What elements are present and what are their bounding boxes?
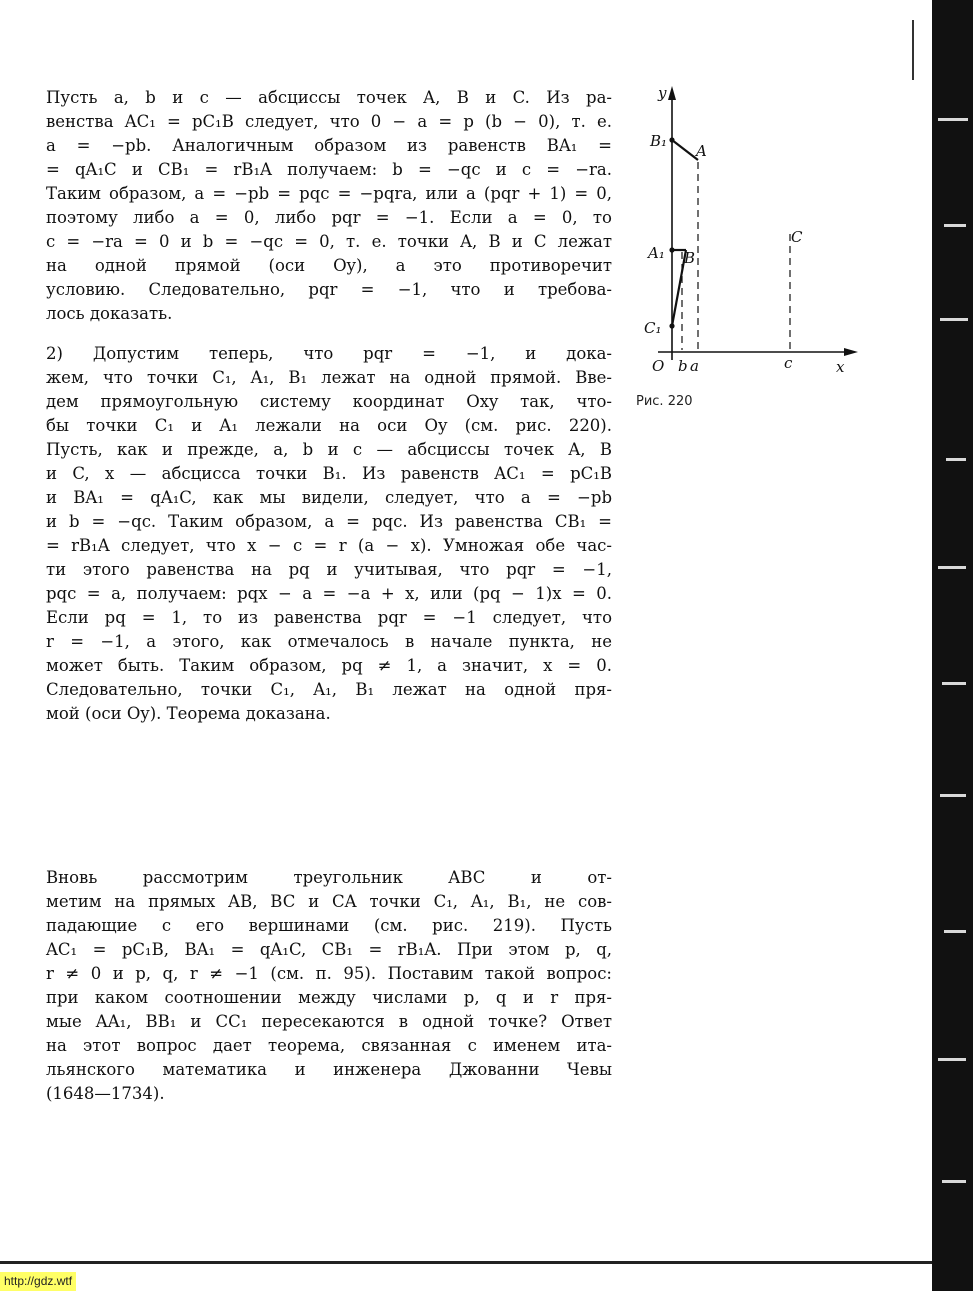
text-line: AC₁ = pC₁B, BA₁ = qA₁C, CB₁ = rB₁A. При этом p, q,	[46, 940, 612, 959]
proof-paragraph-2	[46, 342, 612, 726]
label-c: c	[784, 354, 793, 372]
text-line: на этот вопрос дает теорема, связанная с именем ита-	[46, 1036, 612, 1055]
text-line: поэтому либо a = 0, либо pqr = −1. Если a = 0, то	[46, 208, 612, 227]
figure-220	[630, 80, 870, 380]
watermark-link[interactable]: http://gdz.wtf	[0, 1272, 76, 1291]
projection-dashes	[682, 162, 790, 350]
figure-caption: Рис. 220	[636, 394, 693, 409]
text-line: = qA₁C и CB₁ = rB₁A получаем: b = −qc и c = −ra.	[46, 160, 612, 179]
text-line: льянского математика и инженера Джованни Чевы	[46, 1060, 612, 1079]
triangle-segments	[672, 140, 698, 326]
edge-streak	[942, 682, 966, 685]
segment-B1A	[672, 140, 698, 160]
edge-streak	[938, 118, 968, 121]
text-line: = rB₁A следует, что x − c = r (a − x). Умножая обе час-	[46, 536, 612, 555]
label-y: y	[658, 84, 667, 102]
text-line: и C, x — абсцисса точки B₁. Из равенств AC₁ = pC₁B	[46, 464, 612, 483]
text-line: метим на прямых AB, BC и CA точки C₁, A₁, B₁, не сов-	[46, 892, 612, 911]
label-a: a	[690, 357, 699, 375]
text-line: Таким образом, a = −pb = pqc = −pqra, или a (pqr + 1) = 0,	[46, 184, 612, 203]
text-line: Следовательно, точки C₁, A₁, B₁ лежат на одной пря-	[46, 680, 612, 699]
page-bottom-rule	[0, 1261, 932, 1264]
label-x: x	[836, 358, 845, 376]
proof-paragraph-1	[46, 86, 612, 326]
text-line: r ≠ 0 и p, q, r ≠ −1 (см. п. 95). Поставим такой вопрос:	[46, 964, 612, 983]
text-line: 2) Допустим теперь, что pqr = −1, и дока-	[46, 344, 612, 363]
text-line: жем, что точки C₁, A₁, B₁ лежат на одной прямой. Вве-	[46, 368, 612, 387]
text-line: условию. Следовательно, pqr = −1, что и требова-	[46, 280, 612, 299]
edge-streak	[946, 458, 966, 461]
point-B1	[669, 137, 674, 142]
y-axis-arrow	[668, 86, 676, 100]
text-line: pqc = a, получаем: pqx − a = −a + x, или (pq − 1)x = 0.	[46, 584, 612, 603]
text-line: при каком соотношении между числами p, q и r пря-	[46, 988, 612, 1007]
text-line: Пусть, как и прежде, a, b и c — абсциссы точек A, B	[46, 440, 612, 459]
text-line: (1648—1734).	[46, 1084, 165, 1103]
label-B1: B₁	[650, 132, 668, 150]
text-line: Пусть a, b и c — абсциссы точек A, B и C. Из ра-	[46, 88, 612, 107]
text-line: может быть. Таким образом, pq ≠ 1, а значит, x = 0.	[46, 656, 612, 675]
text-line: на одной прямой (оси Oy), а это противоречит	[46, 256, 612, 275]
label-A1: A₁	[648, 244, 665, 262]
edge-streak	[940, 794, 966, 797]
label-C: C	[791, 228, 803, 246]
text-line: c = −ra = 0 и b = −qc = 0, т. е. точки A, B и C лежат	[46, 232, 612, 251]
text-line: венства AC₁ = pC₁B следует, что 0 − a = p (b − 0), т. е.	[46, 112, 612, 131]
label-A: A	[696, 142, 707, 160]
axes	[658, 94, 852, 360]
text-line: падающие с его вершинами (см. рис. 219). Пусть	[46, 916, 612, 935]
text-line: дем прямоугольную систему координат Oxy так, что-	[46, 392, 612, 411]
edge-streak	[944, 224, 966, 227]
text-line: бы точки C₁ и A₁ лежали на оси Oy (см. рис. 220).	[46, 416, 612, 435]
edge-streak	[938, 1058, 966, 1061]
ceva-intro-paragraph	[46, 866, 612, 1106]
edge-streak	[938, 566, 966, 569]
label-C1: C₁	[644, 319, 662, 337]
point-A1	[669, 247, 674, 252]
text-line: r = −1, а этого, как отмечалось в начале пункта, не	[46, 632, 612, 651]
x-axis-arrow	[844, 348, 858, 356]
text-line: и BA₁ = qA₁C, как мы видели, следует, что a = −pb	[46, 488, 612, 507]
edge-streak	[940, 318, 968, 321]
text-line: и b = −qc. Таким образом, a = pqc. Из равенства CB₁ =	[46, 512, 612, 531]
text-line: ти этого равенства на pq и учитывая, что pqr = −1,	[46, 560, 612, 579]
label-b: b	[678, 357, 688, 375]
text-line: мые AA₁, BB₁ и CC₁ пересекаются в одной точке? Ответ	[46, 1012, 612, 1031]
edge-streak	[944, 930, 966, 933]
point-C1	[669, 323, 674, 328]
edge-streak	[942, 1180, 966, 1183]
label-B: B	[684, 249, 696, 267]
label-O: O	[652, 357, 665, 375]
text-line: a = −pb. Аналогичным образом из равенств BA₁ =	[46, 136, 612, 155]
text-line: мой (оси Oy). Теорема доказана.	[46, 704, 331, 723]
text-line: Вновь рассмотрим треугольник ABC и от-	[46, 868, 612, 887]
scan-margin-line	[912, 20, 914, 80]
text-line: лось доказать.	[46, 304, 173, 323]
scan-dark-edge	[932, 0, 973, 1291]
text-line: Если pq = 1, то из равенства pqr = −1 следует, что	[46, 608, 612, 627]
